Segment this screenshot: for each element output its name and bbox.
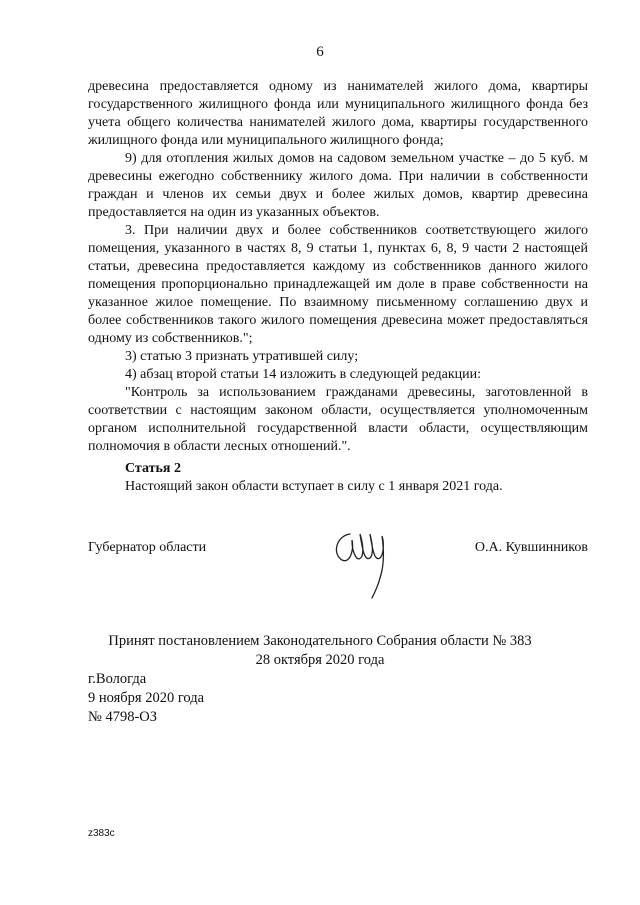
article-2 [125,460,595,496]
paragraph-quote: "Контроль за использованием гражданами древесины, заготовленной в соответствии с настоящим законом области, осуществляется уполномоченным органом исполнительной государственной власти области, осуществляющим полномочия в области лесных отношений.". [88,385,588,454]
handwritten-signature [328,520,408,600]
document-code: z383c [88,828,115,839]
adoption-note [0,632,640,670]
signing-date: 9 ноября 2020 года [88,690,205,706]
adoption-line-2: 28 октября 2020 года [255,652,385,668]
paragraph-continuation: древесина предоставляется одному из нанимателей жилого дома, квартиры государственного жилищного фонда или муниципального жилищного фонда без учета общего количества нанимателей жилого дома, квартиры государственного жилищного фонда или муниципального жилищного фонда; [88,79,588,148]
place-and-date [88,670,204,727]
page-number: 6 [316,44,324,60]
paragraph-part-3: 3. При наличии двух и более собственников соответствующего жилого помещения, указанного в частях 8, 9 статьи 1, пунктах 6, 8, 9 части 2 настоящей статьи, древесина предоставляется каждому из собственников данного жилого помещения пропорционально принадлежащей им доле в праве собственности на указанное жилое помещение. По взаимному письменному соглашению двух и более собственников такого жилого помещения древесина может предоставляться одному из собственников."; [88,223,588,346]
city: г.Вологда [88,671,147,687]
article-text: Настоящий закон области вступает в силу с 1 января 2021 года. [125,479,503,494]
article-heading: Статья 2 [125,461,181,476]
signer-position: Губернатор области [88,540,207,555]
signer-name: О.А. Кувшинников [474,540,588,555]
law-number: № 4798-ОЗ [88,709,158,725]
adoption-line-1: Принят постановлением Законодательного Собрания области № 383 [108,633,532,649]
paragraph-item-9: 9) для отопления жилых домов на садовом земельном участке – до 5 куб. м древесины ежегодно собственнику жилого дома. При наличии в собственности граждан и членов их семьи двух и более жилых домов, квартир древесина предоставляется на один из указанных объектов. [88,151,588,220]
paragraph-item-4: 4) абзац второй статьи 14 изложить в следующей редакции: [125,367,482,382]
document-body [88,78,588,456]
paragraph-item-3: 3) статью 3 признать утратившей силу; [125,349,359,364]
